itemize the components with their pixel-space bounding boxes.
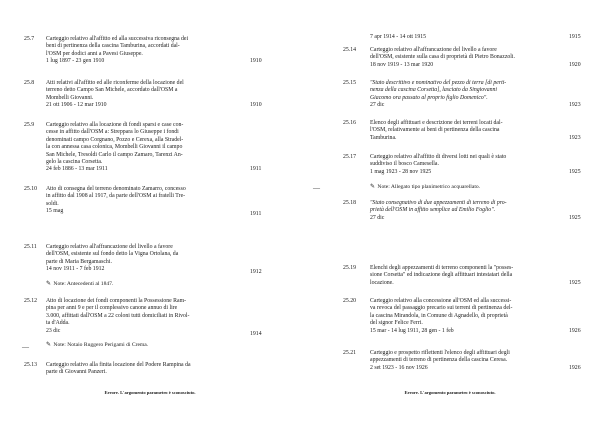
note: ✎ Note: Antecedenti al 1847. [46,281,114,287]
entry-dates: 24 feb 1886 - 13 mar 1911 [46,166,108,173]
entry-year: 1912 [250,269,262,275]
entry-year: 1925 [569,215,581,221]
note: ✎ Note: Allegato tipo planimetrico acquarellato. [370,184,481,190]
entry-number: 25.20 [343,298,357,304]
entry-dates: 14 nov 1911 - 7 feb 1912 [46,266,105,273]
entry-dates: 15 mar - 14 lug 1911, 28 gen - 1 feb [370,327,454,334]
entry-number: 25.13 [24,362,38,368]
entry-number: 25.15 [343,80,357,86]
note-pencil-icon: ✎ [370,184,376,190]
entry-number: 25.18 [343,200,357,206]
entry-text: Carteggio relativo all'affitto di diversi lotti nei quali è stato suddiviso il bosco Camesella. 1 mag 1923 - 28 nov 1925 [370,154,563,176]
entry-number: 25.19 [343,265,357,271]
page-footer: Errore. L'argomento parametro è sconosciuto. [404,390,496,395]
entry-year: 1920 [569,62,581,68]
entry-text: Carteggio relativo all'affitto ed alla successiva riconsegna dei beni di pertinenza della cascina Tamburina, accordati dal- l'OSM per dodici anni a Pavesi Giuseppe. 1 lug 1897 - 23 gen 1910 [46,36,239,66]
right-page [300,0,600,424]
entry-text: "Stato descrittivo e nominativo del pezzo di terra [di perti- nenza della cascina Corsetta], lasciato da Singiovanni Giacomo ora passato al proprio figlio Domenico". 27 dic [370,80,563,110]
entry-year: 1911 [250,211,262,217]
entry-dates: 15 mag [46,208,64,215]
separator-mark: — [313,184,320,192]
entry-dates: 27 dic [370,102,385,109]
entry-text: Carteggio relativo alla finita locazione del Podere Rampina da parte di Giovanni Panzeri. [46,362,191,376]
entry-text: Elenco degli affittuari e descrizione dei terreni locati dal- l'OSM, relativamente ai beni di pertinenza della cascina Tamburina. [370,120,503,141]
entry-dates: 18 nov 1919 - 13 mar 1920 [370,61,434,68]
entry-text: Carteggio relativo alla locazione di fondi sparsi e case con- cesse in affitto dall'OSM a: Streppara lo Giuseppe i fondi denominati campo Corgnano, Pozzo e Cerexa, alla Stradel- la con annessa casa colonica, Mombelli Giovanni il campo San Michele, Tresoldi Carlo il campo Zamaro, Tarenzi An- gelo la cascina Corsetta. 24 feb 1886 - 13 mar 1911 [46,122,239,174]
entry-year: 1911 [250,166,262,172]
entry-text: Carteggio relativo all'affrancazione del livello a favore dell'OSM, esistente sulla casa di proprietà di Pietro Bonazzoli. 18 nov 1919 - 13 mar 1920 [370,47,563,69]
separator-mark: — [22,343,29,351]
entry-dates: 21 ott 1906 - 12 mar 1910 [46,102,107,109]
entry-text: Carteggio relativo alla concessione all'OSM ed alla successi- va revoca del passaggio precario sui terreni di pertinenza del- la cascina Mirandola, in Comune di Agnadello, di proprietà del signor Felice Ferri. 15 mar - 14 lug 1911, 28 gen - 1 feb [370,298,563,335]
entry-dates: 1 lug 1897 - 23 gen 1910 [46,58,105,65]
entry-year: 1923 [569,135,581,141]
entry-text: Elenchi degli appezzamenti di terreno componenti la "posses- sione Corsetta" ed indicazione degli affittuari intestatari della locazione. [370,265,514,286]
entry-number: 25.21 [343,350,357,356]
entry-year: 1926 [569,365,581,371]
entry-number: 25.14 [343,47,357,53]
entry-year: 1910 [250,58,262,64]
entry-text: Atti relativi all'affitto ed alle riconferme della locazione del terreno detto Campo San Michele, accordato dall'OSM a Mombelli Giovanni. 21 ott 1906 - 12 mar 1910 [46,80,239,110]
entry-number: 25.17 [343,154,357,160]
entry-year: 1915 [569,34,581,40]
entry-dates: 1 mag 1923 - 28 nov 1925 [370,168,432,175]
entry-text: Atto di locazione dei fondi componenti la Possessione Ram- pina per anni 9 e per il complessivo canone annuo di lire 3.000, affittati dall'OSM a 22 coloni tutti domiciliati in Rivol- ta d'Adda. 23 dic [46,298,239,335]
entry-year: 1923 [569,102,581,108]
entry-number: 25.11 [24,244,37,250]
entry-year: 1910 [250,102,262,108]
entry-text: Atto di consegna del terreno denominato Zamarro, concesso in affitto dal 1908 al 1917, da parte dell'OSM ai fratelli Tre- soldi. 15 mag [46,186,239,216]
entry-dates: 7 apr 1914 - 14 ott 1915 [370,34,427,40]
entry-dates: 23 dic [46,327,61,334]
entry-number: 25.8 [24,80,35,86]
page-footer: Errore. L'argomento parametro è sconosciuto. [104,390,196,395]
entry-year: 1926 [569,328,581,334]
entry-text: "Stato consegnativo di due appezzamenti di terreno di pro- prietà dell'OSM in affitto semplice ad Emilio Foglio". 27 dic [370,200,563,222]
entry-year: 1925 [569,169,581,175]
entry-dates: 2 set 1923 - 16 nov 1926 [370,364,428,371]
note: ✎ Note: Notaio Ruggero Perigami di Crema. [46,342,149,348]
entry-number: 25.7 [24,36,35,42]
entry-year: 1914 [250,331,262,337]
entry-year: 1925 [569,280,581,286]
entry-number: 25.10 [24,186,38,192]
entry-number: 25.12 [24,298,38,304]
entry-number: 25.16 [343,120,357,126]
entry-dates: 27 dic [370,214,385,221]
note-pencil-icon: ✎ [46,281,52,287]
entry-text: Carteggio e prospetto riflettenti l'elenco degli affittuari degli appezzamenti di terreno di pertinenza della cascina Ceresa. 2 set 1923 - 16 nov 1926 [370,350,563,372]
entry-number: 25.9 [24,122,35,128]
entry-text: Carteggio relativo all'affrancazione del livello a favore dell'OSM, esistente sul fondo detto la Vigna Ortolana, da parte di Maria Bergamaschi. 14 nov 1911 - 7 feb 1912 [46,244,239,274]
note-pencil-icon: ✎ [46,342,52,348]
